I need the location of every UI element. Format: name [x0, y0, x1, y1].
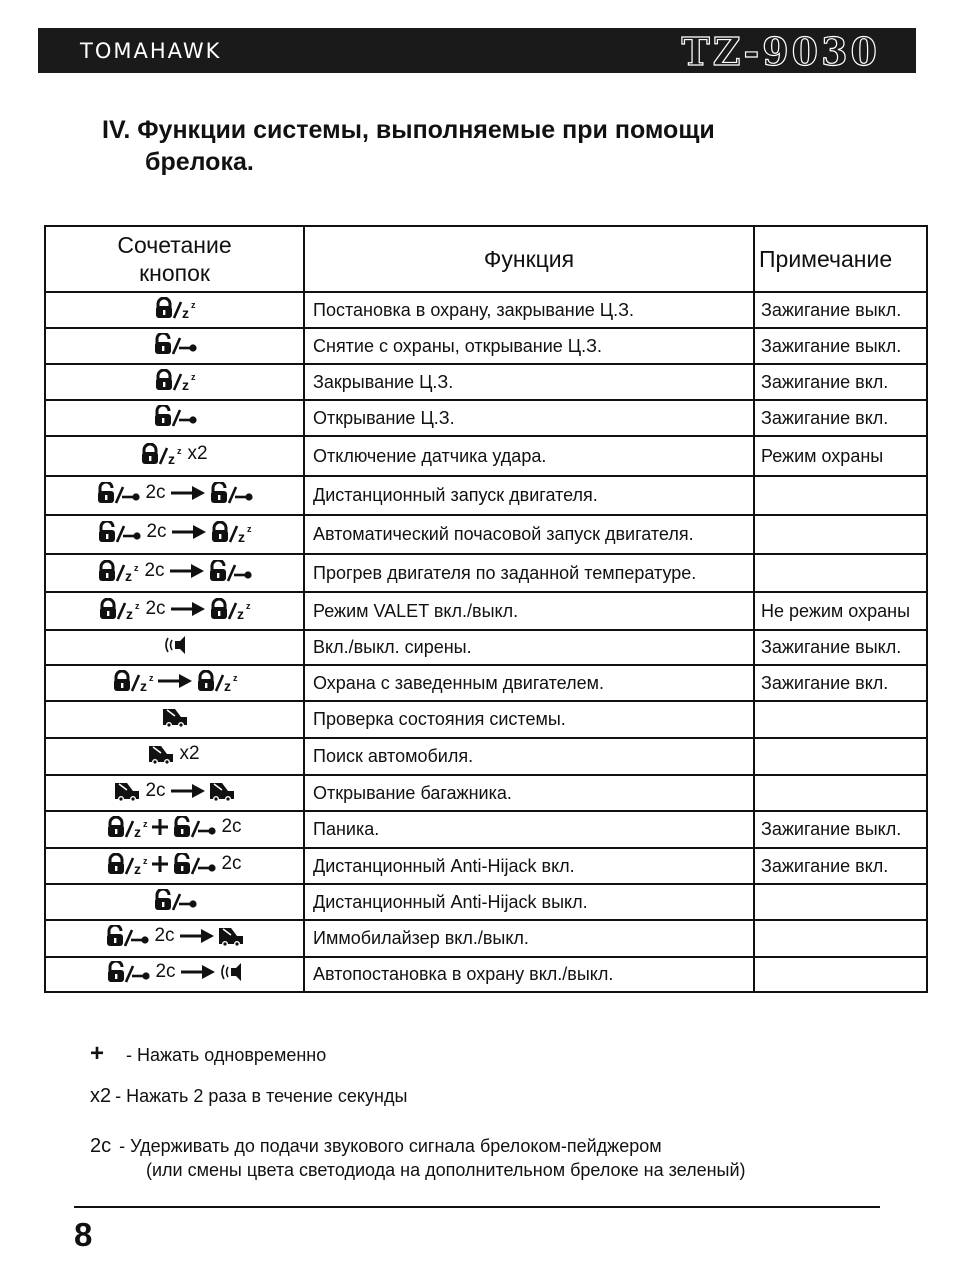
arrow-right-icon	[170, 485, 206, 501]
brand-name: TOMAHAWK	[80, 39, 222, 63]
combo-sequence	[105, 853, 243, 875]
combo-sequence	[152, 889, 198, 911]
function-cell: Открывание Ц.З.	[304, 400, 754, 436]
arrow-right-icon	[170, 601, 206, 617]
trunk-button-icon	[113, 780, 141, 802]
button-combination	[45, 400, 304, 436]
combo-sequence	[153, 369, 197, 391]
button-combination	[45, 665, 304, 701]
combo-sequence	[162, 634, 188, 656]
function-cell: Паника.	[304, 811, 754, 848]
function-cell: Снятие с охраны, открывание Ц.З.	[304, 328, 754, 364]
combo-sequence	[147, 743, 201, 765]
note-cell	[754, 476, 927, 515]
svg-text:z: z	[190, 299, 195, 310]
lock-sleep-button-icon	[105, 853, 149, 875]
function-cell: Дистанционный запуск двигателя.	[304, 476, 754, 515]
plus-icon	[151, 818, 169, 836]
note-cell	[754, 701, 927, 738]
note-cell: Зажигание вкл.	[754, 665, 927, 701]
function-cell: Автопостановка в охрану вкл./выкл.	[304, 957, 754, 992]
svg-text:z: z	[168, 450, 176, 465]
svg-text:z: z	[125, 567, 133, 582]
combo-sequence	[104, 925, 244, 947]
arrow-right-icon	[157, 673, 193, 689]
combo-sequence	[139, 443, 209, 465]
column-header-buttons: Сочетание кнопок	[45, 226, 304, 292]
table-row	[45, 811, 927, 848]
combo-sequence	[105, 816, 243, 838]
page-number: 8	[74, 1216, 93, 1253]
combo-sequence	[152, 333, 198, 355]
unlock-key-button-icon	[207, 560, 253, 582]
unlock-key-button-icon	[95, 482, 141, 504]
column-header-function: Функция	[304, 226, 754, 292]
function-cell: Открывание багажника.	[304, 775, 754, 811]
unlock-key-button-icon	[208, 482, 254, 504]
table-row	[45, 364, 927, 400]
svg-text:z: z	[135, 600, 140, 611]
combo-sequence	[97, 598, 251, 620]
function-cell: Вкл./выкл. сирены.	[304, 630, 754, 665]
combo-modifier: 2с	[221, 816, 242, 837]
combo-modifier: 2с	[154, 925, 175, 946]
combo-modifier: 2с	[221, 852, 242, 874]
svg-text:z: z	[177, 445, 182, 456]
note-cell	[754, 775, 927, 811]
note-cell: Режим охраны	[754, 436, 927, 476]
section-title	[102, 114, 715, 178]
unlock-key-button-icon	[171, 816, 217, 838]
trunk-button-icon	[161, 706, 189, 728]
unlock-key-button-icon	[171, 853, 217, 875]
section-title-line1: IV. Функции системы, выполняемые при помощи	[102, 116, 715, 144]
button-combination	[45, 630, 304, 665]
svg-text:z: z	[126, 605, 134, 620]
svg-text:z: z	[143, 819, 148, 829]
button-combination	[45, 884, 304, 920]
model-name: TZ-9030	[681, 29, 880, 74]
button-combination	[45, 592, 304, 630]
button-combination	[45, 701, 304, 738]
note-cell	[754, 554, 927, 592]
note-cell: Зажигание вкл.	[754, 848, 927, 884]
table-row	[45, 476, 927, 515]
svg-text:z: z	[181, 304, 189, 319]
function-cell: Отключение датчика удара.	[304, 436, 754, 476]
svg-text:z: z	[236, 605, 244, 620]
button-combination	[45, 775, 304, 811]
table-row	[45, 884, 927, 920]
table-row	[45, 920, 927, 957]
note-cell: Зажигание выкл.	[754, 292, 927, 328]
table-row	[45, 848, 927, 884]
unlock-key-button-icon	[105, 961, 151, 983]
lock-sleep-button-icon	[208, 598, 252, 620]
combo-sequence	[96, 560, 252, 582]
legend-symbol: +	[90, 1040, 105, 1067]
svg-text:z: z	[139, 677, 147, 692]
lock-sleep-button-icon	[111, 670, 155, 692]
table-header-row	[45, 226, 927, 292]
combo-modifier: 2с	[146, 521, 167, 542]
function-cell: Охрана с заведенным двигателем.	[304, 665, 754, 701]
lock-sleep-button-icon	[105, 816, 149, 838]
siren-button-icon	[218, 961, 244, 983]
arrow-right-icon	[180, 964, 216, 980]
svg-text:z: z	[237, 529, 245, 543]
table-row	[45, 701, 927, 738]
lock-sleep-button-icon	[153, 369, 197, 391]
combo-modifier: x2	[179, 743, 200, 764]
button-combination	[45, 436, 304, 476]
function-cell: Прогрев двигателя по заданной температуре.	[304, 554, 754, 592]
function-cell: Автоматический почасовой запуск двигателя.	[304, 515, 754, 554]
legend-item	[90, 1040, 326, 1068]
lock-sleep-button-icon	[97, 598, 141, 620]
note-cell: Зажигание вкл.	[754, 400, 927, 436]
svg-text:z: z	[232, 672, 237, 683]
function-cell: Постановка в охрану, закрывание Ц.З.	[304, 292, 754, 328]
note-cell	[754, 920, 927, 957]
combo-sequence	[161, 706, 189, 728]
table-row	[45, 592, 927, 630]
svg-text:z: z	[134, 824, 142, 838]
unlock-key-button-icon	[152, 333, 198, 355]
combo-sequence	[105, 961, 243, 983]
legend-text: - Удерживать до подачи звукового сигнала брелоком-пейджером	[119, 1136, 662, 1156]
lock-sleep-button-icon	[139, 443, 183, 465]
function-cell: Дистанционный Anti-Hijack выкл.	[304, 884, 754, 920]
table-row	[45, 738, 927, 775]
combo-sequence	[96, 521, 252, 543]
legend-text-continued: (или смены цвета светодиода на дополнительном брелоке на зеленый)	[146, 1160, 746, 1180]
button-combination	[45, 292, 304, 328]
function-cell: Иммобилайзер вкл./выкл.	[304, 920, 754, 957]
note-cell	[754, 515, 927, 554]
table-row	[45, 515, 927, 554]
function-cell: Дистанционный Anti-Hijack вкл.	[304, 848, 754, 884]
column-header-note: Примечание	[754, 226, 927, 292]
combo-modifier: 2с	[145, 779, 166, 801]
button-combination	[45, 738, 304, 775]
note-cell: Зажигание выкл.	[754, 811, 927, 848]
table-row	[45, 630, 927, 665]
table-body	[45, 292, 927, 992]
svg-text:z: z	[223, 677, 231, 692]
button-combination	[45, 554, 304, 592]
table-row	[45, 400, 927, 436]
combo-modifier: 2с	[145, 482, 166, 503]
note-cell: Зажигание вкл.	[754, 364, 927, 400]
unlock-key-button-icon	[96, 521, 142, 543]
table-row	[45, 554, 927, 592]
svg-text:z: z	[134, 860, 142, 875]
function-cell: Режим VALET вкл./выкл.	[304, 592, 754, 630]
svg-text:z: z	[181, 376, 189, 391]
legend-item	[90, 1135, 746, 1181]
combo-modifier: 2с	[144, 559, 165, 581]
note-cell	[754, 884, 927, 920]
legend-text: - Нажать 2 раза в течение секунды	[115, 1086, 408, 1106]
svg-text:z: z	[245, 600, 251, 611]
header-bar	[38, 28, 916, 73]
function-cell: Проверка состояния системы.	[304, 701, 754, 738]
combo-sequence	[111, 670, 239, 692]
button-combination	[45, 364, 304, 400]
unlock-key-button-icon	[104, 925, 150, 947]
unlock-key-button-icon	[152, 405, 198, 427]
table-row	[45, 665, 927, 701]
arrow-right-icon	[169, 563, 205, 579]
combo-modifier: 2с	[155, 961, 176, 982]
lock-sleep-button-icon	[195, 670, 239, 692]
legend-text: - Нажать одновременно	[126, 1045, 327, 1065]
arrow-right-icon	[171, 524, 207, 540]
svg-text:z: z	[148, 672, 153, 683]
legend-symbol: 2с	[90, 1135, 112, 1157]
button-combination	[45, 811, 304, 848]
legend-item	[90, 1085, 407, 1108]
button-combination	[45, 476, 304, 515]
lock-sleep-button-icon	[96, 560, 140, 582]
note-cell: Не режим охраны	[754, 592, 927, 630]
note-cell	[754, 957, 927, 992]
button-combination	[45, 957, 304, 992]
function-cell: Закрывание Ц.З.	[304, 364, 754, 400]
svg-text:z: z	[190, 371, 195, 382]
table-row	[45, 957, 927, 992]
combo-sequence	[153, 297, 197, 319]
combo-sequence	[152, 405, 198, 427]
trunk-button-icon	[217, 925, 245, 947]
table-row	[45, 775, 927, 811]
trunk-button-icon	[147, 743, 175, 765]
section-title-line2: брелока.	[145, 148, 254, 176]
lock-sleep-button-icon	[209, 521, 253, 543]
lock-sleep-button-icon	[153, 297, 197, 319]
combo-sequence	[113, 780, 235, 802]
combo-modifier: x2	[187, 442, 208, 464]
unlock-key-button-icon	[152, 889, 198, 911]
table-row	[45, 292, 927, 328]
function-cell: Поиск автомобиля.	[304, 738, 754, 775]
trunk-button-icon	[208, 780, 236, 802]
combo-sequence	[95, 482, 253, 504]
note-cell: Зажигание выкл.	[754, 630, 927, 665]
button-combination	[45, 848, 304, 884]
note-cell	[754, 738, 927, 775]
arrow-right-icon	[179, 928, 215, 944]
svg-text:z: z	[246, 524, 252, 534]
table-row	[45, 436, 927, 476]
siren-button-icon	[162, 634, 188, 656]
plus-icon	[151, 855, 169, 873]
svg-text:z: z	[134, 562, 139, 573]
legend-symbol: x2	[90, 1085, 112, 1107]
footer-rule	[74, 1206, 880, 1208]
button-combination	[45, 328, 304, 364]
button-combination	[45, 515, 304, 554]
button-combination	[45, 920, 304, 957]
arrow-right-icon	[170, 783, 206, 799]
svg-text:z: z	[143, 855, 148, 866]
functions-table	[44, 225, 928, 993]
combo-modifier: 2с	[145, 597, 166, 619]
table-row	[45, 328, 927, 364]
note-cell: Зажигание выкл.	[754, 328, 927, 364]
